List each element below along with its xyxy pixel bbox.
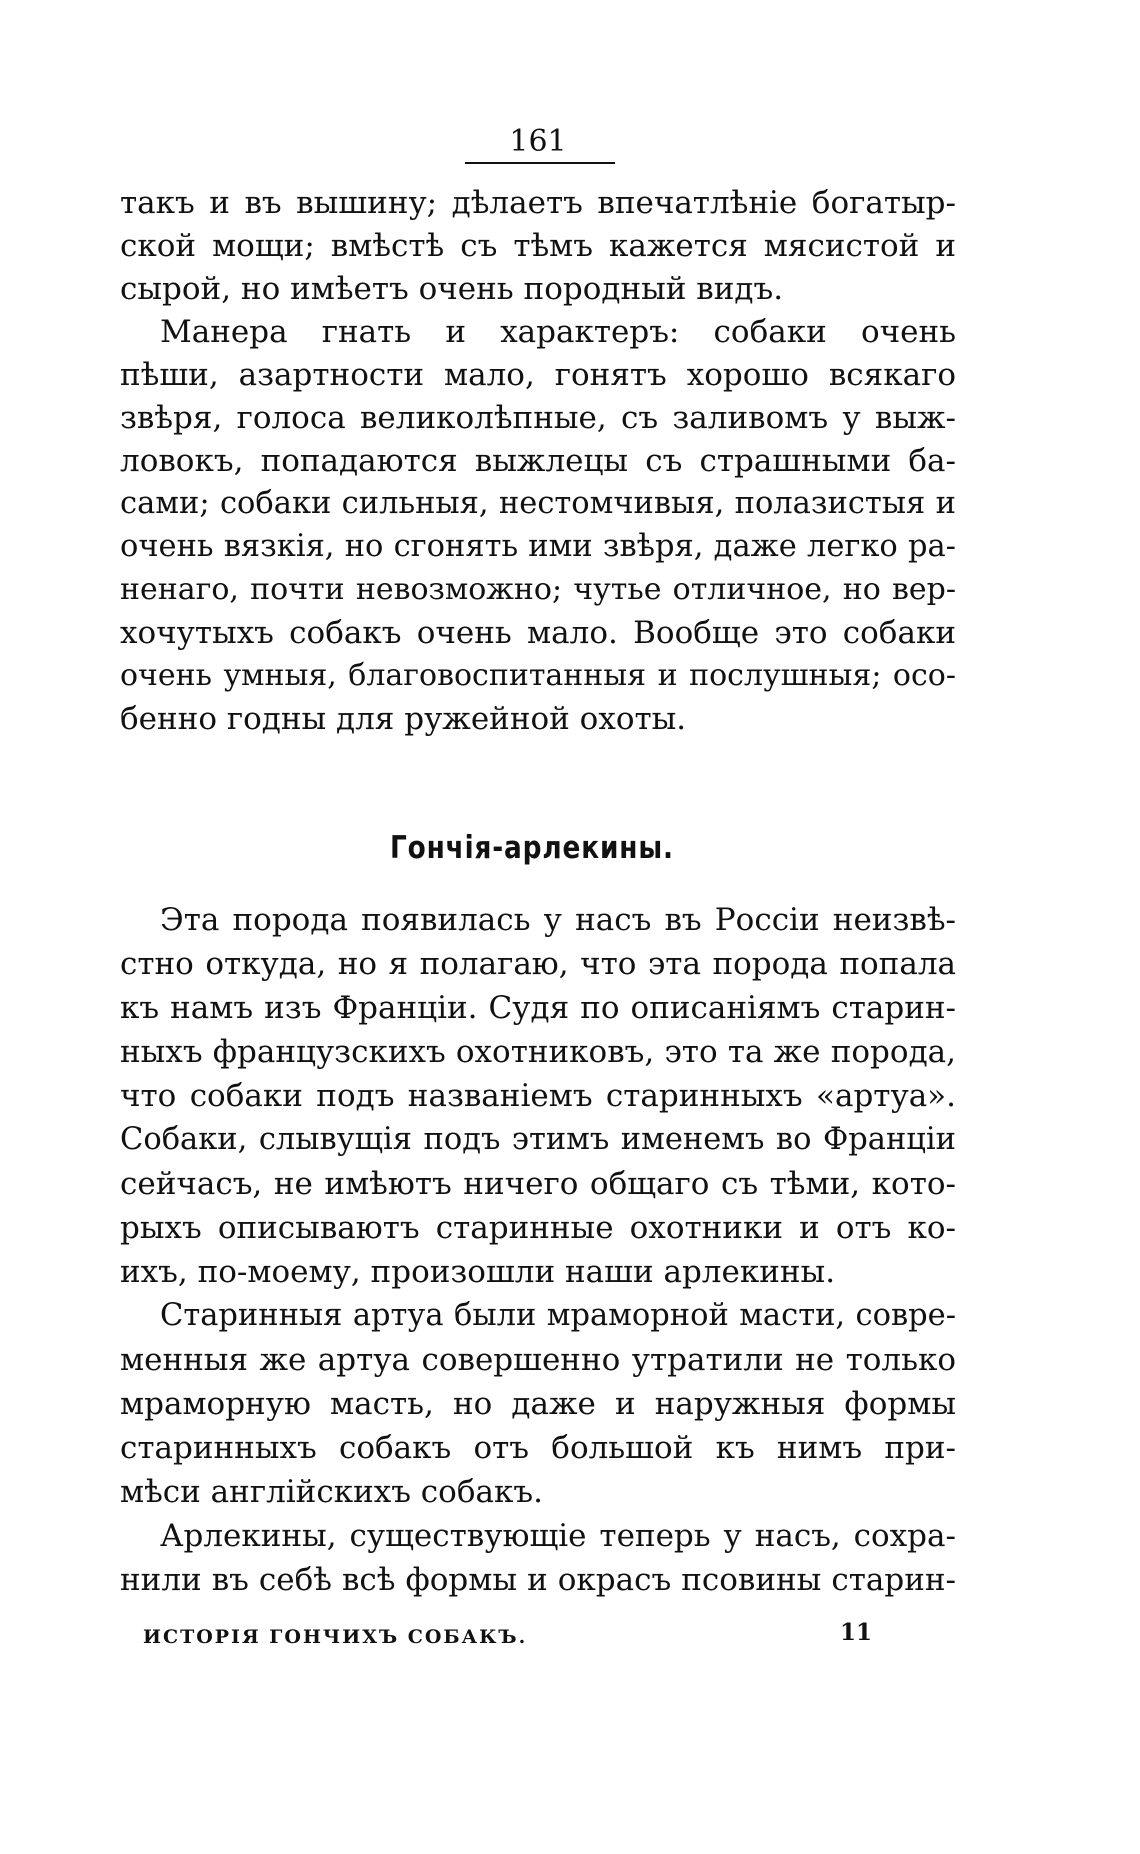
text-line: ской мощи; вмѣстѣ съ тѣмъ кажется мясистой и: [120, 228, 956, 264]
text-line: такъ и въ вышину; дѣлаетъ впечатлѣніе богатыр-: [120, 185, 956, 221]
text-line: очень вязкія, но сгонять ими звѣря, даже легко ра-: [120, 529, 956, 564]
text-line: сами; собаки сильныя, нестомчивыя, полазистыя и: [120, 486, 956, 521]
text-line: хочутыхъ собакъ очень мало. Вообще это собаки: [120, 615, 956, 651]
text-line: сейчасъ, не имѣютъ ничего общаго съ тѣми, кото-: [120, 1166, 956, 1202]
text-line: менныя же артуа совершенно утратили не только: [120, 1342, 956, 1378]
text-line: Старинныя артуа были мраморной масти, совре-: [160, 1298, 956, 1333]
page-number: 161: [509, 124, 567, 159]
text-line: ловокъ, попадаются выжлецы съ страшными ба-: [120, 443, 956, 479]
text-line: мѣси англійскихъ собакъ.: [120, 1474, 543, 1510]
text-line: рыхъ описываютъ старинные охотники и отъ ко-: [120, 1210, 956, 1246]
text-line: ненаго, почти невозможно; чутье отличное, но вер-: [120, 572, 956, 607]
footer-signature: 11: [840, 1619, 873, 1646]
text-line: ихъ, по-моему, произошли наши арлекины.: [120, 1254, 836, 1290]
text-line: ныхъ французскихъ охотниковъ, это та же порода,: [120, 1034, 956, 1070]
text-line: бенно годны для ружейной охоты.: [120, 701, 687, 737]
text-line: сырой, но имѣетъ очень породный видъ.: [120, 271, 784, 307]
text-line: Эта порода появилась у насъ въ Россіи неизвѣ-: [160, 902, 956, 938]
section-heading: Гончія-арлекины.: [390, 830, 674, 866]
text-line: Собаки, слывущія подъ этимъ именемъ во Франціи: [120, 1122, 956, 1157]
text-line: Манера гнать и характеръ: собаки очень: [160, 314, 956, 350]
footer-book-title: ИСТОРІЯ ГОНЧИХЪ СОБАКЪ.: [143, 1626, 528, 1648]
page-number-rule: [465, 162, 615, 164]
text-line: стно откуда, но я полагаю, что эта порода попала: [120, 946, 956, 982]
text-line: Арлекины, существующіе теперь у насъ, сохра-: [160, 1518, 956, 1554]
text-line: старинныхъ собакъ отъ большой къ нимъ при-: [120, 1430, 956, 1466]
text-line: нили въ себѣ всѣ формы и окрасъ псовины старин-: [120, 1562, 956, 1598]
text-line: что собаки подъ названіемъ старинныхъ «артуа».: [120, 1078, 956, 1114]
text-line: пѣши, азартности мало, гонятъ хорошо всякаго: [120, 357, 956, 393]
text-line: звѣря, голоса великолѣпные, съ заливомъ у выж-: [120, 400, 956, 436]
text-line: мраморную масть, но даже и наружныя формы: [120, 1386, 956, 1422]
text-line: къ намъ изъ Франціи. Судя по описаніямъ старин-: [120, 990, 956, 1026]
text-line: очень умныя, благовоспитанныя и послушныя; осо-: [120, 658, 956, 693]
